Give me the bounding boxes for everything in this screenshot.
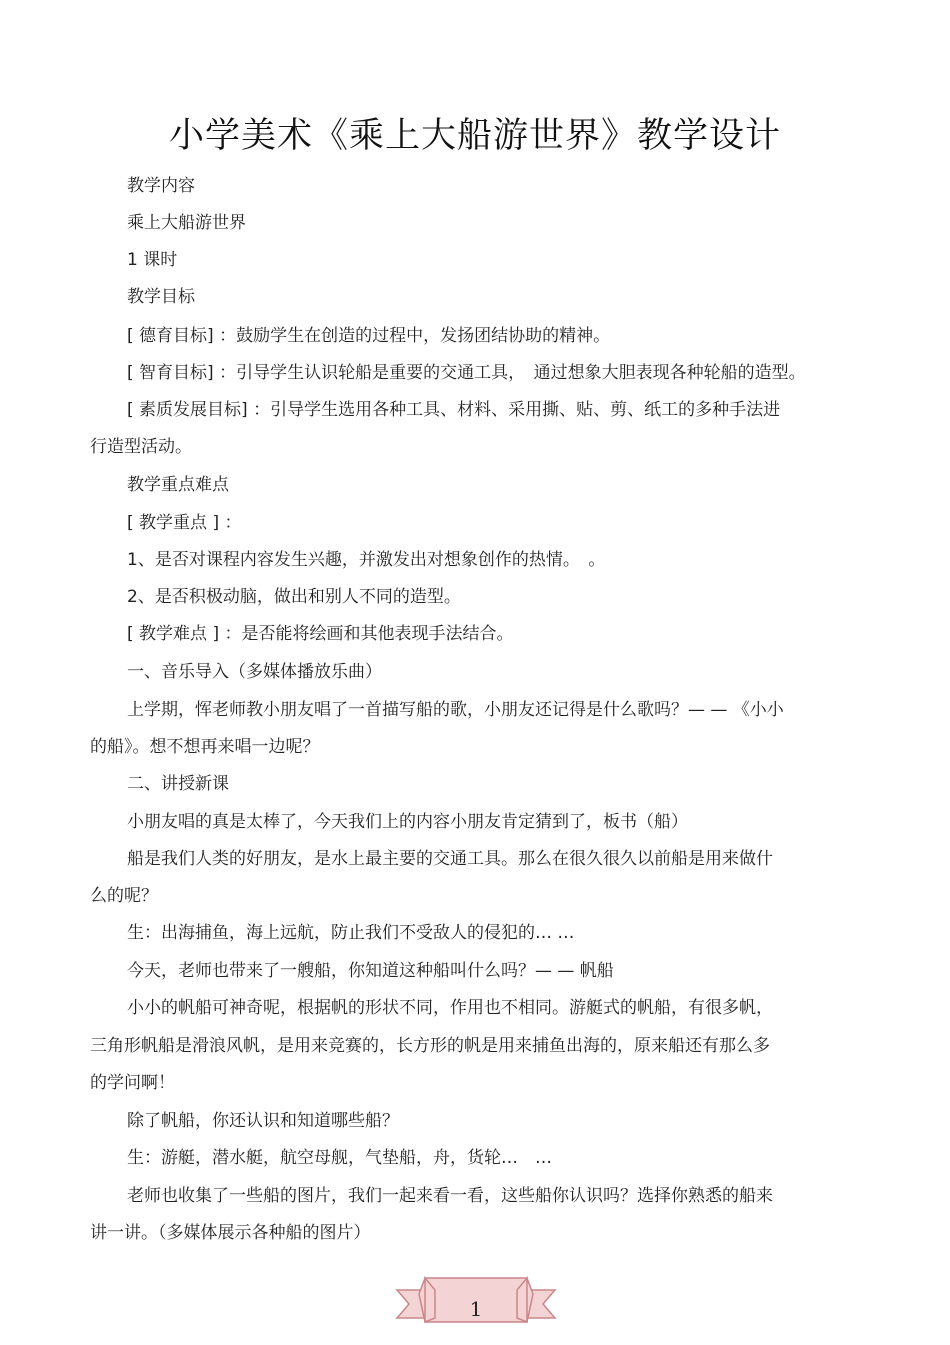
paragraph-line: [ 德育目标] ：鼓励学生在创造的过程中，发扬团结协助的精神。 [127,326,611,346]
paragraph-line: 教学内容 [127,176,195,196]
document-title: 小学美术《乘上大船游世界》教学设计 [168,116,781,156]
page-number-ribbon [393,1270,559,1328]
paragraph-line: 教学重点难点 [127,475,229,495]
paragraph-line: 的船》。想不想再来唱一边呢？ [90,737,320,757]
paragraph-line: 三角形帆船是滑浪风帆，是用来竞赛的，长方形的帆是用来捕鱼出海的，原来船还有那么多 [90,1036,770,1056]
paragraph-line: 的学问啊！ [90,1073,175,1093]
paragraph-line: 船是我们人类的好朋友，是水上最主要的交通工具。那么在很久很久以前船是用来做什 [127,849,773,869]
paragraph-line: 除了帆船，你还认识和知道哪些船？ [127,1111,399,1131]
paragraph-line: 教学目标 [127,287,195,307]
paragraph-line: 2、是否积极动脑，做出和别人不同的造型。 [127,587,461,607]
paragraph-line: [ 智育目标] ：引导学生认识轮船是重要的交通工具， 通过想象大胆表现各种轮船的造型。 [127,363,806,383]
paragraph-line: 1 课时 [127,250,178,270]
paragraph-line: [ 素质发展目标] ：引导学生选用各种工具、材料、采用撕、贴、剪、纸工的多种手法进 [127,400,781,420]
paragraph-line: 生：游艇，潜水艇，航空母舰，气垫船，舟，货轮… … [127,1148,552,1168]
paragraph-line: [ 教学重点 ] ： [127,513,242,533]
page-number: 1 [469,1297,483,1321]
paragraph-line: 上学期，恽老师教小朋友唱了一首描写船的歌，小朋友还记得是什么歌吗？— — 《小小 [127,700,784,720]
paragraph-line: 今天，老师也带来了一艘船，你知道这种船叫什么吗？— — 帆船 [127,961,614,981]
paragraph-line: 小朋友唱的真是太棒了，今天我们上的内容小朋友肯定猜到了，板书（船） [127,812,688,832]
paragraph-line: 乘上大船游世界 [127,213,246,233]
paragraph-line: 生：出海捕鱼，海上远航，防止我们不受敌人的侵犯的… … [127,923,575,943]
paragraph-line: 小小的帆船可神奇呢，根据帆的形状不同，作用也不相同。游艇式的帆船，有很多帆， [127,998,773,1018]
paragraph-line: 1、是否对课程内容发生兴趣，并激发出对想象创作的热情。 。 [127,550,606,570]
paragraph-line: 讲一讲。（多媒体展示各种船的图片） [90,1223,371,1243]
paragraph-line: 二、讲授新课 [127,774,229,794]
paragraph-line: [ 教学难点 ] ：是否能将绘画和其他表现手法结合。 [127,624,514,644]
paragraph-line: 老师也收集了一些船的图片，我们一起来看一看，这些船你认识吗？选择你熟悉的船来 [127,1186,773,1206]
paragraph-line: 一、音乐导入（多媒体播放乐曲） [127,662,382,682]
paragraph-line: 行造型活动。 [90,437,192,457]
paragraph-line: 么的呢？ [90,886,158,906]
